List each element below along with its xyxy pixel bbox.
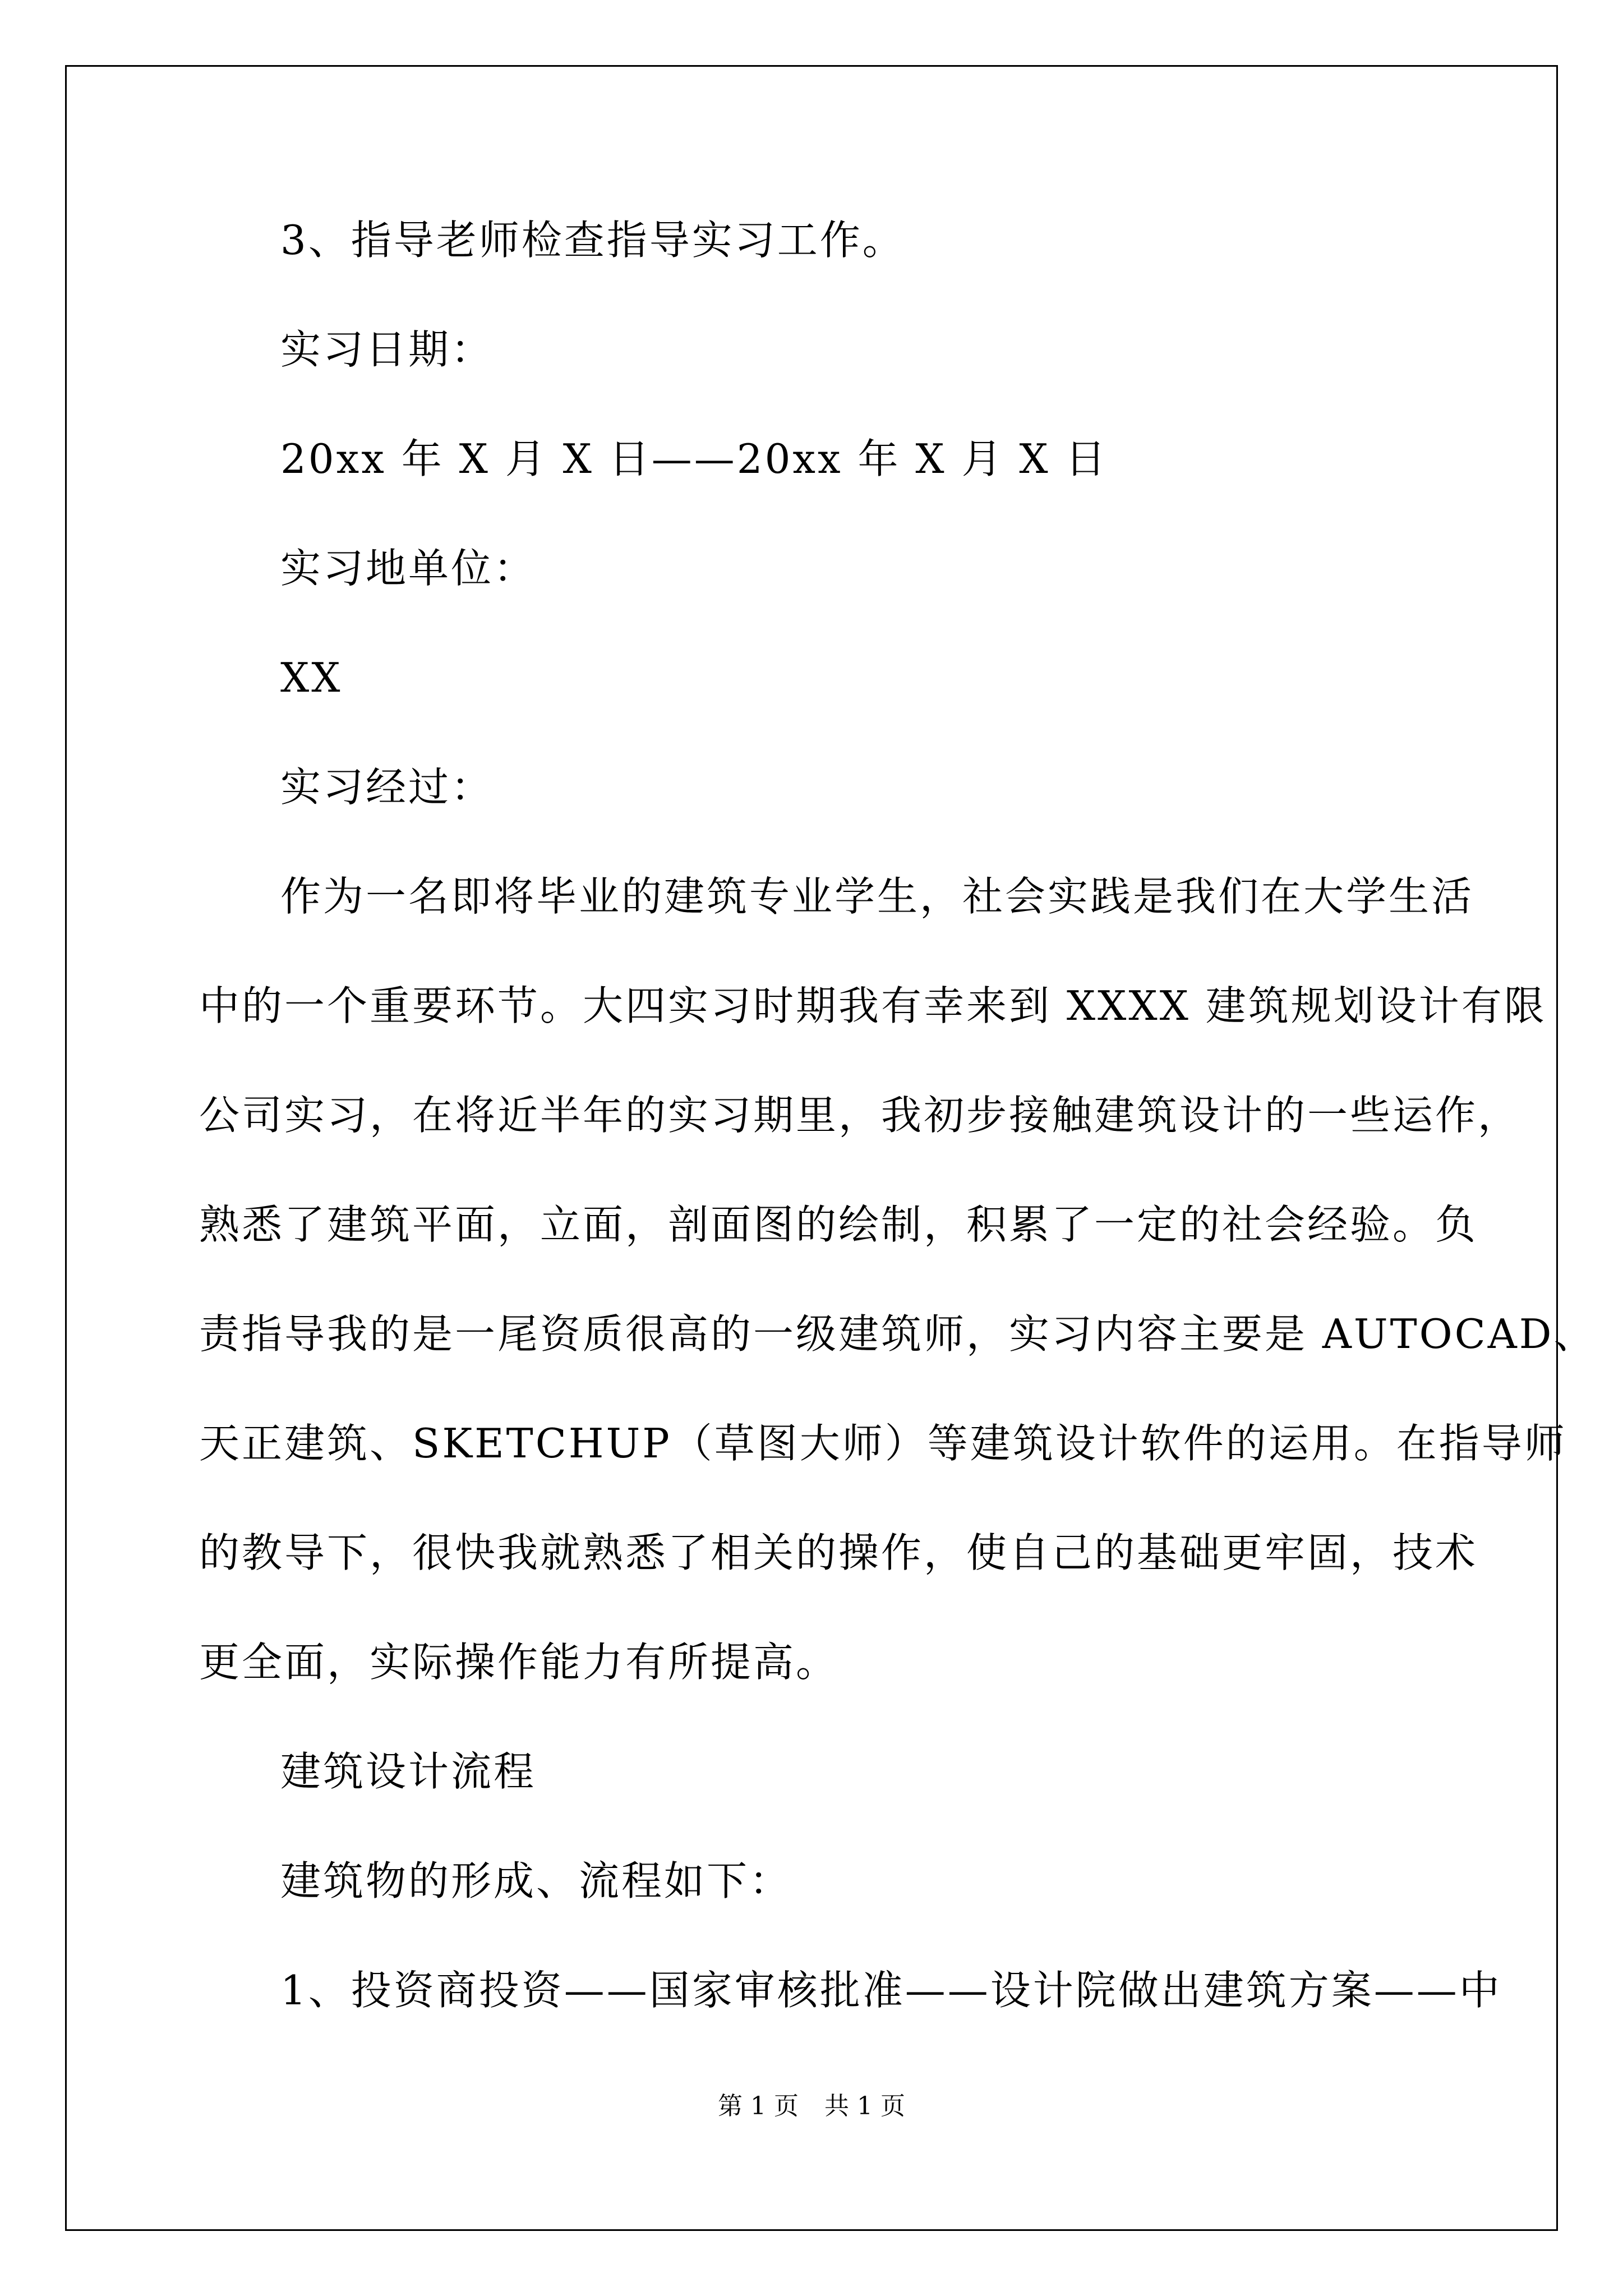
paragraph-line: 责指导我的是一尾资质很高的一级建筑师，实习内容主要是 AUTOCAD、 bbox=[199, 1310, 1597, 1358]
page-footer bbox=[0, 2090, 1623, 2123]
paragraph-line: 熟悉了建筑平面，立面，剖面图的绘制，积累了一定的社会经验。负 bbox=[199, 1201, 1478, 1248]
paragraph-line: 实习经过： bbox=[280, 763, 494, 811]
paragraph-line: 中的一个重要环节。大四实习时期我有幸来到 XXXX 建筑规划设计有限 bbox=[199, 982, 1547, 1029]
paragraph-line: 的教导下，很快我就熟悉了相关的操作，使自己的基础更牢固，技术 bbox=[199, 1529, 1478, 1576]
paragraph-line: 天正建筑、SKETCHUP（草图大师）等建筑设计软件的运用。在指导师 bbox=[199, 1420, 1567, 1467]
paragraph-line: 更全面，实际操作能力有所提高。 bbox=[199, 1639, 839, 1686]
paragraph-line: 实习地单位： bbox=[280, 545, 537, 592]
paragraph-line: XX bbox=[280, 654, 343, 701]
paragraph-line: 作为一名即将毕业的建筑专业学生，社会实践是我们在大学生活 bbox=[280, 873, 1474, 920]
page-number: 第 1 页 bbox=[718, 2092, 799, 2120]
paragraph-line: 公司实习，在将近半年的实习期里，我初步接触建筑设计的一些运作， bbox=[199, 1092, 1521, 1139]
paragraph-line: 实习日期： bbox=[280, 326, 494, 373]
section-heading: 建筑设计流程 bbox=[280, 1748, 537, 1795]
paragraph-line: 1、投资商投资——国家审核批准——设计院做出建筑方案——中 bbox=[280, 1967, 1502, 2014]
page-total: 共 1 页 bbox=[824, 2092, 905, 2120]
paragraph-line: 3、指导老师检查指导实习工作。 bbox=[280, 217, 905, 264]
paragraph-line: 20xx 年 X 月 X 日——20xx 年 X 月 X 日 bbox=[280, 435, 1108, 482]
paragraph-line: 建筑物的形成、流程如下： bbox=[280, 1857, 792, 1904]
